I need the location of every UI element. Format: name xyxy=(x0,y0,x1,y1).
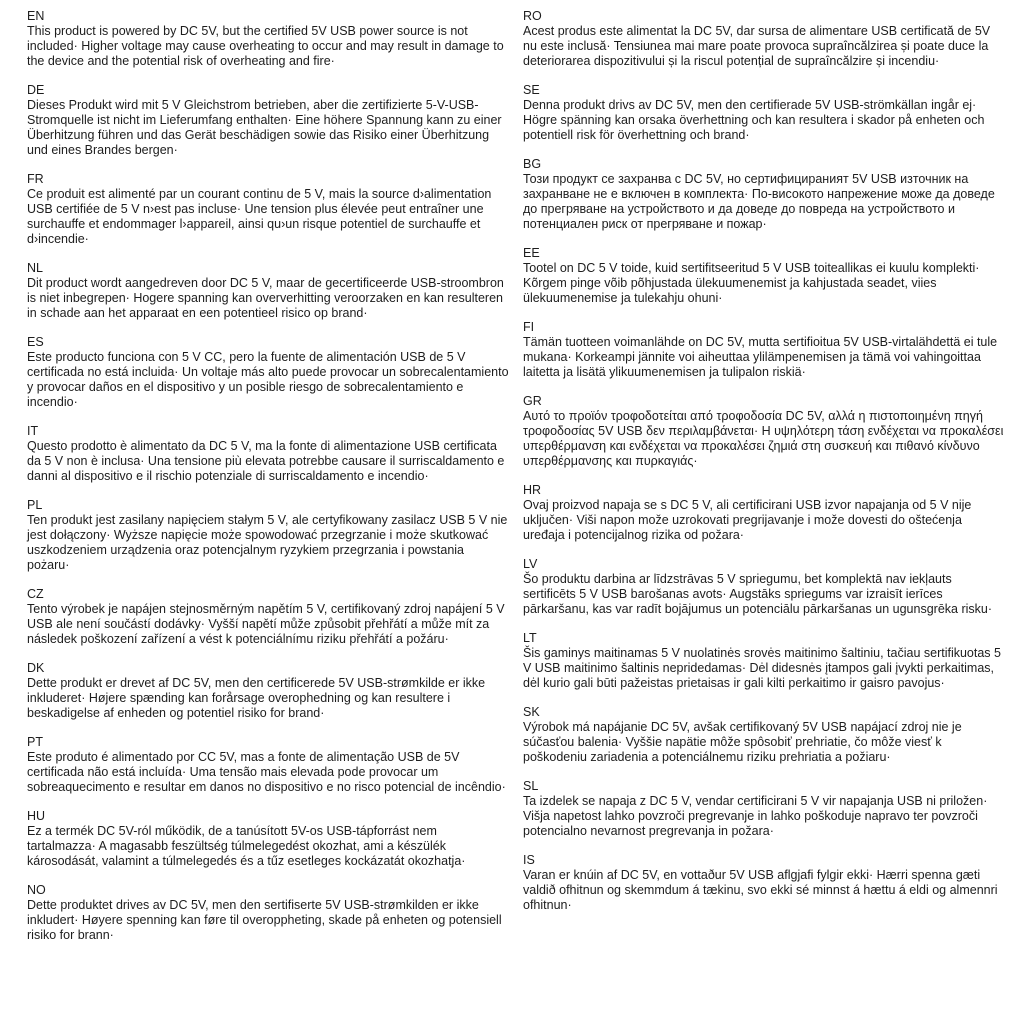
language-code-label: GR xyxy=(523,394,542,408)
language-block xyxy=(523,83,1005,143)
language-block xyxy=(523,157,1005,232)
language-block xyxy=(523,483,1005,543)
language-code-label: IS xyxy=(523,853,535,867)
language-block xyxy=(523,394,1005,469)
warning-paragraph: Tootel on DC 5 V toide, kuid sertifitseeritud 5 V USB toiteallikas ei kuulu komplekti· Kõrgem pinge võib põhjustada ülekuumenemist ja kahjustada seadet, viies ülekuumenemise ja tulekahju ohuni· xyxy=(523,261,980,305)
language-code-label: FI xyxy=(523,320,535,334)
warning-paragraph: Ovaj proizvod napaja se s DC 5 V, ali certificirani USB izvor napajanja od 5 V nije uključen· Viši napon može uzrokovati pregrijavanje i može dovesti do oštećenja uređaja i potencijalnog rizika od požara· xyxy=(523,498,972,542)
language-code-label: PT xyxy=(27,735,43,749)
language-code-label: NO xyxy=(27,883,46,897)
language-block xyxy=(27,498,509,573)
warning-paragraph: Ten produkt jest zasilany napięciem stałym 5 V, ale certyfikowany zasilacz USB 5 V nie jest dołączony· Wyższe napięcie może spowodować przegrzanie i może skutkować uszkodzeniem urządzenia oraz potencjalnym ryzykiem przegrzania i powstania pożaru· xyxy=(27,513,508,572)
warning-paragraph: Ez a termék DC 5V-ról működik, de a tanúsított 5V-os USB-tápforrást nem tartalmazza· A magasabb feszültség túlmelegedést okozhat, ami a készülék károsodását, valamint a túlmelegedés és a tűz esetleges kockázatát okozhatja· xyxy=(27,824,466,868)
language-block xyxy=(523,557,1005,617)
language-block xyxy=(27,587,509,647)
language-block xyxy=(523,853,1005,913)
warning-paragraph: Dette produkt er drevet af DC 5V, men den certificerede 5V USB-strømkilde er ikke inkluderet· Højere spænding kan forårsage overophedning og kan resultere i beskadigelse af enheden og potentiel risiko for brand· xyxy=(27,676,486,720)
warning-paragraph: This product is powered by DC 5V, but the certified 5V USB power source is not included· Higher voltage may cause overheating to occur and may result in damage to the device and the potential risk of overheating and fire· xyxy=(27,24,504,68)
warning-paragraph: Šis gaminys maitinamas 5 V nuolatinės srovės maitinimo šaltiniu, tačiau sertifikuotas 5 V USB maitinimo šaltinis nepridedamas· Dėl didesnės įtampos gali įvykti perkaitimas, dėl kurio gali būti pažeistas prietaisas ir gali kilti perkaitimo ir gaisro pavojus· xyxy=(523,646,1001,690)
language-block xyxy=(27,335,509,410)
language-code-label: DK xyxy=(27,661,45,675)
language-code-label: HU xyxy=(27,809,46,823)
warning-paragraph: Dit product wordt aangedreven door DC 5 V, maar de gecertificeerde USB-stroombron is niet inbegrepen· Hogere spanning kan oververhitting veroorzaken en kan resulteren in schade aan het apparaat en een potentieel risico op brand· xyxy=(27,276,504,320)
warning-paragraph: Este produto é alimentado por CC 5V, mas a fonte de alimentação USB de 5V certificada não está incluída· Uma tensão mais elevada pode provocar um sobreaquecimento e resultar em danos no dispositivo e no risco potencial de incêndio· xyxy=(27,750,506,794)
language-block xyxy=(27,809,509,869)
language-block xyxy=(27,424,509,484)
language-block xyxy=(523,631,1005,691)
language-block xyxy=(523,705,1005,765)
language-block xyxy=(523,9,1005,69)
warning-paragraph: Este producto funciona con 5 V CC, pero la fuente de alimentación USB de 5 V certificada no está incluida· Un voltaje más alto puede provocar un sobrecalentamiento y provocar daños en el dispositivo y un posible riesgo de sobrecalentamiento e incendio· xyxy=(27,350,509,409)
warning-paragraph: Dieses Produkt wird mit 5 V Gleichstrom betrieben, aber die zertifizierte 5-V-USB-Stromquelle ist nicht im Lieferumfang enthalten· Eine höhere Spannung kann zu einer Überhitzung führen und das Gerät beschädigen sowie das Risiko einer Überhitzung und eines Brandes bergen· xyxy=(27,98,502,157)
warning-paragraph: Výrobok má napájanie DC 5V, avšak certifikovaný 5V USB napájací zdroj nie je súčasťou balenia· Vyššie napätie môže spôsobiť prehriatie, čo môže viesť k poškodeniu zariadenia a potenciálnemu riziku prehriatia a požiaru· xyxy=(523,720,962,764)
language-code-label: SL xyxy=(523,779,539,793)
language-code-label: BG xyxy=(523,157,542,171)
language-code-label: NL xyxy=(27,261,43,275)
warning-paragraph: Ce produit est alimenté par un courant continu de 5 V, mais la source d›alimentation USB certifiée de 5 V n›est pas incluse· Une tension plus élevée peut entraîner une surchauffe et endommager l›appareil, ainsi qu›un risque potentiel de surchauffe et d›incendie· xyxy=(27,187,492,246)
language-code-label: PL xyxy=(27,498,43,512)
language-block xyxy=(27,172,509,247)
warning-paragraph: Ta izdelek se napaja z DC 5 V, vendar certificirani 5 V vir napajanja USB ni priložen· Višja napetost lahko povzroči pregrevanje in lahko poškoduje napravo ter povzroči potencialno nevarnost pregrevanja in požara· xyxy=(523,794,988,838)
language-code-label: SK xyxy=(523,705,540,719)
warning-paragraph: Αυτό το προϊόν τροφοδοτείται από τροφοδοσία DC 5V, αλλά η πιστοποιημένη πηγή τροφοδοσίας 5V USB δεν περιλαμβάνεται· Η υψηλότερη τάση ενδέχεται να προκαλέσει υπερθέρμανση και ενδέχεται να προκαλέσει ζημιά στη συσκευή και πιθανό κίνδυνο υπερθέρμανσης και πυρκαγιάς· xyxy=(523,409,1004,468)
warning-paragraph: Tämän tuotteen voimanlähde on DC 5V, mutta sertifioitua 5V USB-virtalähdettä ei tule mukana· Korkeampi jännite voi aiheuttaa ylilämpenemisen ja tämä voi vahingoittaa laitetta ja lisätä ylikuumenemisen ja tulipalon riskiä· xyxy=(523,335,998,379)
language-code-label: IT xyxy=(27,424,39,438)
warning-paragraph: Този продукт се захранва с DC 5V, но сертифицираният 5V USB източник на захранване не е включен в комплекта· По-високото напрежение може да доведе до прегряване на устройството и да доведе до повреда на устройството и потенциален риск от прегряване и пожар· xyxy=(523,172,995,231)
warning-paragraph: Tento výrobek je napájen stejnosměrným napětím 5 V, certifikovaný zdroj napájení 5 V USB ale není součástí dodávky· Vyšší napětí může způsobit přehřátí a může mít za následek poškození zařízení a vést k potenciálnímu riziku přehřátí a požáru· xyxy=(27,602,505,646)
language-block xyxy=(27,883,509,943)
warning-column-right xyxy=(523,9,1005,957)
language-block xyxy=(523,320,1005,380)
warning-paragraph: Acest produs este alimentat la DC 5V, dar sursa de alimentare USB certificată de 5V nu este inclusă· Tensiunea mai mare poate provoca supraîncălzirea și poate duce la deteriorarea dispozitivului și la riscul potențial de supraîncălzire și incendiu· xyxy=(523,24,991,68)
language-block xyxy=(27,661,509,721)
language-block xyxy=(27,83,509,158)
language-code-label: ES xyxy=(27,335,44,349)
language-code-label: HR xyxy=(523,483,542,497)
language-block xyxy=(27,9,509,69)
warning-paragraph: Šo produktu darbina ar līdzstrāvas 5 V spriegumu, bet komplektā nav iekļauts sertificēts 5 V USB barošanas avots· Augstāks spriegums var izraisīt ierīces pārkaršanu, kas var radīt bojājumus un potenciālu pārkaršanas un ugunsgrēka risku· xyxy=(523,572,993,616)
language-code-label: CZ xyxy=(27,587,44,601)
language-code-label: RO xyxy=(523,9,542,23)
warning-paragraph: Varan er knúin af DC 5V, en vottaður 5V USB aflgjafi fylgir ekki· Hærri spenna gæti valdið ofhitnun og skemmdum á tækinu, svo ekki sé minnst á hættu á eldi og almennri ofhitnun· xyxy=(523,868,998,912)
warning-paragraph: Dette produktet drives av DC 5V, men den sertifiserte 5V USB-strømkilden er ikke inkludert· Høyere spenning kan føre til overoppheting, skade på enheten og potensiell risiko for brann· xyxy=(27,898,502,942)
language-block xyxy=(523,779,1005,839)
language-code-label: LV xyxy=(523,557,538,571)
language-block xyxy=(523,246,1005,306)
warning-paragraph: Questo prodotto è alimentato da DC 5 V, ma la fonte di alimentazione USB certificata da 5 V non è inclusa· Una tensione più elevata potrebbe causare il surriscaldamento e danni al dispositivo e il rischio potenziale di surriscaldamento e incendio· xyxy=(27,439,505,483)
warning-column-left xyxy=(27,9,509,957)
language-block xyxy=(27,735,509,795)
warning-paragraph: Denna produkt drivs av DC 5V, men den certifierade 5V USB-strömkällan ingår ej· Högre spänning kan orsaka överhettning och kan resultera i skador på enheten och potentiell risk för överhettning och brand· xyxy=(523,98,985,142)
language-code-label: LT xyxy=(523,631,537,645)
language-code-label: EN xyxy=(27,9,45,23)
language-code-label: SE xyxy=(523,83,540,97)
language-code-label: EE xyxy=(523,246,540,260)
language-code-label: FR xyxy=(27,172,44,186)
language-block xyxy=(27,261,509,321)
language-code-label: DE xyxy=(27,83,45,97)
